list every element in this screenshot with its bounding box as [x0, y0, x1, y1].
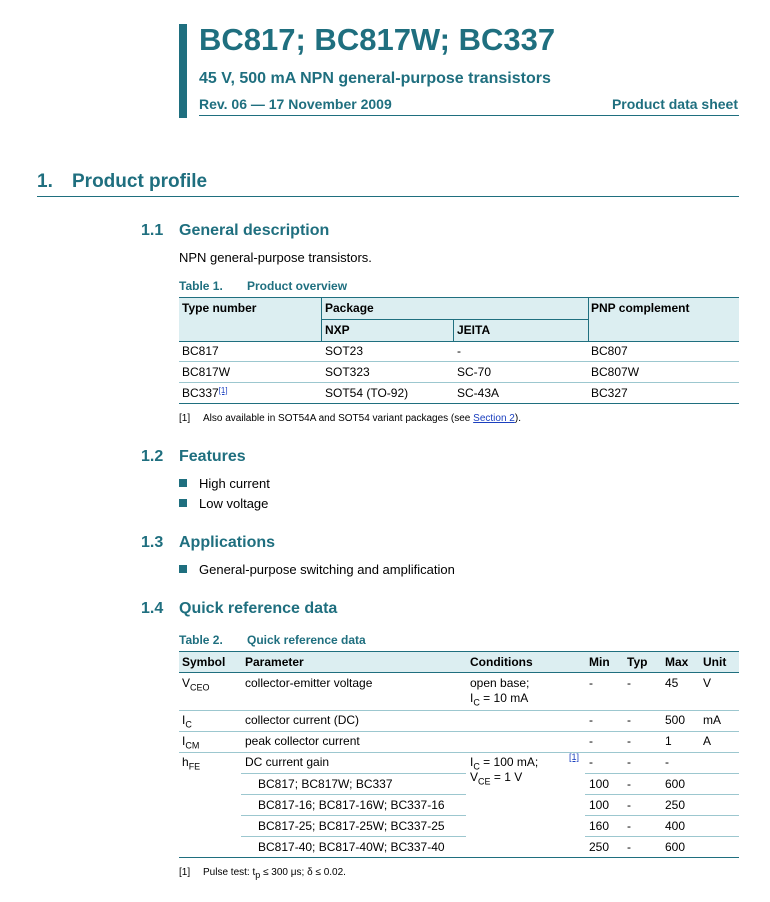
condition-value: = 10 mA: [479, 691, 529, 705]
section-2-link[interactable]: Section 2: [473, 413, 515, 424]
max-cell: 400: [665, 819, 686, 833]
row-divider: [585, 773, 739, 774]
typ-cell: -: [627, 734, 631, 748]
table-top-rule: [179, 651, 739, 652]
row-divider: [179, 710, 739, 711]
footnote-subscript: p: [255, 870, 261, 880]
table-number: Table 1.: [179, 279, 223, 293]
hfe-variant: BC817-25; BC817-25W; BC337-25: [258, 819, 445, 833]
min-cell: 100: [589, 777, 610, 791]
list-item-text: Low voltage: [199, 496, 269, 511]
subsection-number: 1.4: [141, 600, 164, 617]
list-item-text: General-purpose switching and amplification: [199, 562, 455, 577]
symbol-ic: [182, 713, 192, 729]
max-cell: 600: [665, 840, 686, 854]
condition-subscript: CE: [478, 776, 491, 787]
header-divider: [199, 115, 739, 116]
header-pnp-complement: PNP complement: [591, 301, 690, 315]
subsection-heading-applications: [141, 534, 275, 552]
subsection-title: Applications: [179, 534, 276, 551]
table-top-rule: [179, 297, 739, 298]
hfe-variant: BC817-16; BC817-16W; BC337-16: [258, 798, 445, 812]
parameter-cell: DC current gain: [245, 755, 330, 769]
row-divider: [585, 815, 739, 816]
typ-cell: -: [627, 777, 631, 791]
type-number-text: BC337: [182, 386, 219, 400]
subsection-title: Features: [179, 448, 246, 465]
document-title: BC817; BC817W; BC337: [199, 22, 556, 57]
max-cell: 500: [665, 713, 686, 727]
table-cell: BC817: [182, 344, 219, 358]
parameter-cell: peak collector current: [245, 734, 360, 748]
header-unit: Unit: [703, 655, 727, 669]
max-cell: -: [665, 755, 669, 769]
header-type-number: Type number: [182, 301, 257, 315]
section-heading-product-profile: [37, 171, 207, 193]
row-divider: [241, 773, 466, 774]
footnote-link[interactable]: [1]: [218, 386, 228, 395]
table-cell: BC807W: [591, 365, 640, 379]
min-cell: 100: [589, 798, 610, 812]
typ-cell: -: [627, 755, 631, 769]
max-cell: 45: [665, 676, 679, 690]
bullet-icon: [179, 499, 187, 507]
table-cell: SOT54 (TO-92): [325, 386, 409, 400]
header-accent-bar: [179, 24, 187, 118]
parameter-cell: collector current (DC): [245, 713, 360, 727]
row-divider: [179, 382, 739, 383]
table1-footnote: [179, 413, 521, 424]
subsection-heading-quick-reference: [141, 600, 337, 618]
footnote-marker: [1]: [179, 413, 191, 424]
symbol-subscript: C: [185, 719, 192, 730]
unit-cell: V: [703, 676, 712, 690]
table2-caption: [179, 633, 366, 647]
row-divider: [179, 731, 739, 732]
subsection-heading-features: [141, 448, 246, 466]
footnote-ref[interactable]: [1]: [569, 752, 580, 762]
condition-cell: open base;: [470, 676, 530, 690]
header-package: Package: [325, 301, 374, 315]
symbol-hfe: [182, 755, 200, 771]
subsection-number: 1.1: [141, 222, 164, 239]
row-divider: [241, 815, 466, 816]
hfe-variant: BC817; BC817W; BC337: [258, 777, 393, 791]
min-cell: 160: [589, 819, 610, 833]
symbol-text: I: [182, 713, 186, 727]
revision-label: Rev. 06 — 17 November 2009: [199, 96, 392, 112]
condition-value: = 100 mA;: [479, 755, 539, 769]
max-cell: 250: [665, 798, 686, 812]
table-cell: SC-43A: [457, 386, 500, 400]
table-cell: [182, 386, 228, 400]
table-col-divider: [588, 297, 589, 341]
typ-cell: -: [627, 713, 631, 727]
table-col-divider: [453, 319, 454, 341]
condition-cell: [470, 770, 522, 786]
unit-cell: mA: [703, 713, 721, 727]
symbol-subscript: CEO: [190, 682, 210, 693]
table-cell: SOT323: [325, 365, 370, 379]
bullet-icon: [179, 565, 187, 573]
header-nxp: NXP: [325, 323, 350, 337]
typ-cell: -: [627, 798, 631, 812]
list-item: [179, 496, 268, 511]
table-cell: SC-70: [457, 365, 492, 379]
footnote-marker: [1]: [179, 867, 191, 878]
general-description-text: NPN general-purpose transistors.: [179, 250, 372, 265]
document-subtitle: 45 V, 500 mA NPN general-purpose transistors: [199, 70, 551, 87]
table-cell: BC817W: [182, 365, 231, 379]
section-divider: [37, 196, 739, 197]
subsection-title: General description: [179, 222, 330, 239]
table-title: Product overview: [247, 279, 348, 293]
row-divider: [585, 836, 739, 837]
max-cell: 600: [665, 777, 686, 791]
table-cell: -: [457, 344, 461, 358]
footnote-text: Also available in SOT54A and SOT54 variant packages (see: [203, 413, 474, 424]
row-divider: [241, 836, 466, 837]
min-cell: -: [589, 755, 593, 769]
list-item-text: High current: [199, 476, 270, 491]
header-symbol: Symbol: [182, 655, 226, 669]
row-divider: [179, 361, 739, 362]
footnote-link[interactable]: [569, 752, 579, 762]
table-cell: SOT23: [325, 344, 364, 358]
footnote-text: ).: [514, 413, 521, 424]
list-item: [179, 476, 270, 491]
table2-footnote: [179, 867, 346, 880]
row-divider: [179, 752, 739, 753]
condition-subscript: C: [473, 761, 480, 772]
row-divider: [241, 794, 466, 795]
typ-cell: -: [627, 676, 631, 690]
footnote-text: ≤ 300 μs; δ ≤ 0.02.: [260, 867, 346, 878]
condition-symbol: I: [470, 755, 474, 769]
typ-cell: -: [627, 819, 631, 833]
min-cell: -: [589, 734, 593, 748]
parameter-cell: collector-emitter voltage: [245, 676, 373, 690]
table-header-rule: [179, 341, 739, 342]
header-parameter: Parameter: [245, 655, 304, 669]
table-number: Table 2.: [179, 633, 223, 647]
min-cell: 250: [589, 840, 610, 854]
bullet-icon: [179, 479, 187, 487]
table-cell: BC327: [591, 386, 628, 400]
unit-cell: A: [703, 734, 712, 748]
max-cell: 1: [665, 734, 672, 748]
symbol-text: h: [182, 755, 189, 769]
table-cell: BC807: [591, 344, 628, 358]
header-conditions: Conditions: [470, 655, 533, 669]
symbol-text: V: [182, 676, 191, 690]
symbol-icm: [182, 734, 199, 750]
subsection-heading-general-description: [141, 222, 329, 240]
subsection-number: 1.2: [141, 448, 164, 465]
header-jeita: JEITA: [457, 323, 491, 337]
table-header-subrule: [321, 319, 588, 320]
symbol-subscript: CM: [185, 740, 200, 751]
condition-subscript: C: [473, 697, 480, 708]
condition-symbol: V: [470, 770, 479, 784]
subsection-number: 1.3: [141, 534, 164, 551]
min-cell: -: [589, 676, 593, 690]
condition-symbol: I: [470, 691, 474, 705]
section-title: Product profile: [72, 171, 208, 192]
row-divider: [585, 794, 739, 795]
typ-cell: -: [627, 840, 631, 854]
table-bottom-rule: [179, 857, 739, 858]
symbol-subscript: FE: [188, 761, 201, 772]
header-typ: Typ: [627, 655, 648, 669]
table-col-divider: [321, 297, 322, 341]
hfe-variant: BC817-40; BC817-40W; BC337-40: [258, 840, 445, 854]
symbol-text: I: [182, 734, 186, 748]
table-header-rule: [179, 672, 739, 673]
condition-value: = 1 V: [490, 770, 523, 784]
section-number: 1.: [37, 171, 53, 192]
document-type-label: Product data sheet: [611, 96, 738, 112]
min-cell: -: [589, 713, 593, 727]
footnote-text: Pulse test: t: [203, 867, 256, 878]
symbol-vceo: [182, 676, 210, 692]
condition-cell: [470, 755, 538, 771]
table1-caption: [179, 279, 347, 293]
list-item: [179, 562, 455, 577]
header-min: Min: [589, 655, 610, 669]
table-title: Quick reference data: [247, 633, 366, 647]
condition-cell: [470, 691, 528, 707]
table-bottom-rule: [179, 403, 739, 404]
header-max: Max: [665, 655, 689, 669]
subsection-title: Quick reference data: [179, 600, 338, 617]
